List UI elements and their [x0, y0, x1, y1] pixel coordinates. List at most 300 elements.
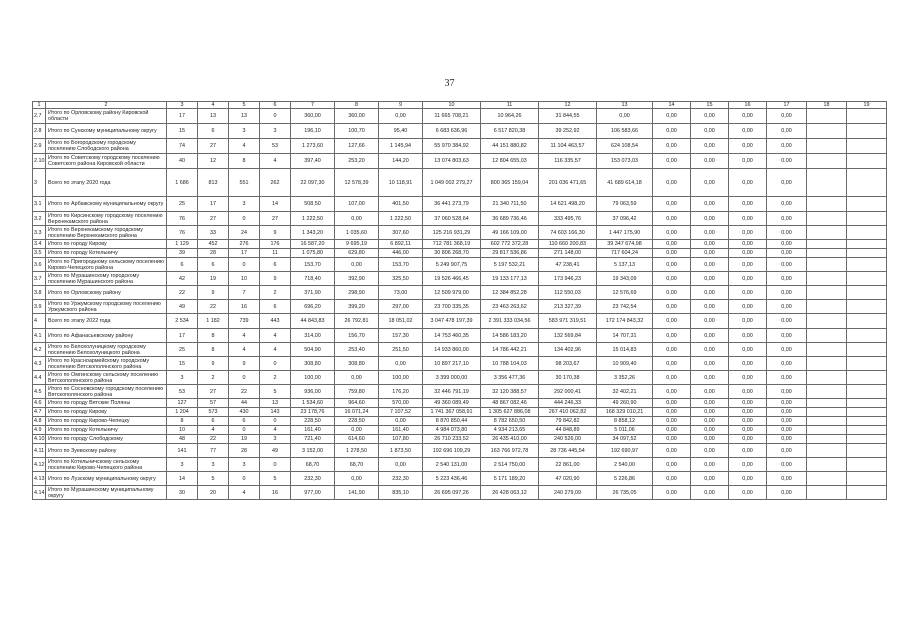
table-cell: 0,00 — [691, 329, 729, 343]
table-cell: 39 — [167, 249, 198, 258]
table-cell: 153 073,03 — [597, 154, 653, 169]
table-cell: 26 735,05 — [597, 486, 653, 500]
table-cell: 168 329 010,21 — [597, 408, 653, 417]
table-cell: 443 — [260, 314, 291, 329]
table-row — [33, 212, 887, 226]
table-cell: 8 870 850,44 — [423, 417, 481, 426]
table-cell: 0,00 — [653, 272, 691, 286]
table-cell: 0,00 — [729, 240, 767, 249]
row-name: Итого по Сунскому муниципальному округу — [46, 124, 167, 139]
table-cell: 23 742,54 — [597, 300, 653, 314]
table-cell: 15 014,83 — [597, 343, 653, 357]
table-cell: 40 — [167, 154, 198, 169]
table-cell: 14 707,31 — [597, 329, 653, 343]
row-index: 4.12 — [33, 458, 46, 472]
table-cell: 0,00 — [653, 371, 691, 385]
table-row — [33, 286, 887, 300]
table-cell: 0,00 — [653, 343, 691, 357]
table-cell: 276 — [229, 240, 260, 249]
table-cell: 717 604,24 — [597, 249, 653, 258]
table-header-row — [33, 102, 887, 109]
table-cell: 49 — [167, 300, 198, 314]
table-cell: 1 035,60 — [335, 226, 379, 240]
table-cell: 0,00 — [653, 240, 691, 249]
column-header: 18 — [807, 102, 847, 109]
row-name: Итого по Котельничскому сельскому поселению Кирово-Чепецкого района — [46, 458, 167, 472]
table-cell: 0,00 — [729, 139, 767, 154]
table-cell: 0,00 — [729, 197, 767, 212]
table-cell: 0,00 — [729, 212, 767, 226]
table-cell: 5 — [260, 385, 291, 399]
table-cell: 3 — [260, 124, 291, 139]
row-name: Итого по Зуевскому району — [46, 444, 167, 458]
table-cell: 696,20 — [291, 300, 335, 314]
table-cell: 98 203,67 — [539, 357, 597, 371]
table-cell: 0,00 — [691, 249, 729, 258]
table-cell: 2 — [260, 286, 291, 300]
table-cell: 14 — [260, 197, 291, 212]
table-cell: 213 327,39 — [539, 300, 597, 314]
row-index: 4.7 — [33, 408, 46, 417]
table-cell: 1 873,50 — [379, 444, 423, 458]
table-cell: 73,00 — [379, 286, 423, 300]
table-cell: 11 — [260, 249, 291, 258]
table-cell: 0,00 — [691, 212, 729, 226]
table-cell: 3 — [198, 458, 229, 472]
column-header: 16 — [729, 102, 767, 109]
table-cell: 13 074 803,63 — [423, 154, 481, 169]
table-cell: 0,00 — [767, 272, 807, 286]
table-cell: 1 534,60 — [291, 399, 335, 408]
table-cell: 9 — [198, 286, 229, 300]
table-cell: 172 174 843,32 — [597, 314, 653, 329]
column-header: 8 — [335, 102, 379, 109]
table-cell: 53 — [167, 385, 198, 399]
empty-cell — [807, 169, 847, 197]
table-cell: 3 047 478 197,39 — [423, 314, 481, 329]
table-cell: 48 867 082,46 — [481, 399, 539, 408]
row-index: 4.14 — [33, 486, 46, 500]
table-cell: 0 — [229, 212, 260, 226]
table-row — [33, 458, 887, 472]
table-cell: 0,00 — [729, 286, 767, 300]
table-cell: 0,00 — [729, 385, 767, 399]
row-name: Итого по городу Кирову — [46, 240, 167, 249]
empty-cell — [807, 286, 847, 300]
table-cell: 0,00 — [691, 258, 729, 272]
empty-cell — [807, 258, 847, 272]
table-cell: 308,80 — [291, 357, 335, 371]
table-cell: 0 — [229, 472, 260, 486]
table-row — [33, 249, 887, 258]
table-cell: 1 741 367 058,91 — [423, 408, 481, 417]
row-name: Итого по Пригородному сельскому поселению Кирово-Чепецкого района — [46, 258, 167, 272]
table-cell: 1 182 — [198, 314, 229, 329]
empty-cell — [847, 458, 887, 472]
table-cell: 13 — [198, 109, 229, 124]
empty-cell — [807, 357, 847, 371]
empty-cell — [807, 139, 847, 154]
table-cell: 800 365 159,04 — [481, 169, 539, 197]
table-cell: 10 897 217,10 — [423, 357, 481, 371]
table-cell: 10 788 104,03 — [481, 357, 539, 371]
table-cell: 47 020,90 — [539, 472, 597, 486]
table-cell: 0,00 — [379, 357, 423, 371]
table-cell: 36 441 273,79 — [423, 197, 481, 212]
empty-cell — [807, 343, 847, 357]
table-cell: 0,00 — [691, 286, 729, 300]
table-cell: 0,00 — [653, 226, 691, 240]
table-row — [33, 139, 887, 154]
table-cell: 0,00 — [653, 444, 691, 458]
table-cell: 0,00 — [653, 197, 691, 212]
table-cell: 23 700 335,35 — [423, 300, 481, 314]
table-cell: 1 204 — [167, 408, 198, 417]
table-cell: 21 340 711,50 — [481, 197, 539, 212]
column-header: 19 — [847, 102, 887, 109]
table-cell: 0,00 — [335, 371, 379, 385]
table-cell: 0,00 — [767, 226, 807, 240]
table-cell: 0,00 — [767, 154, 807, 169]
table-cell: 629,80 — [335, 249, 379, 258]
table-cell: 30 806 268,70 — [423, 249, 481, 258]
table-cell: 0,00 — [767, 426, 807, 435]
table-cell: 0 — [229, 426, 260, 435]
table-cell: 0 — [260, 357, 291, 371]
table-cell: 153,70 — [291, 258, 335, 272]
table-row — [33, 109, 887, 124]
table-cell: 112 550,03 — [539, 286, 597, 300]
empty-cell — [807, 417, 847, 426]
table-cell: 26 792,81 — [335, 314, 379, 329]
table-cell: 5 171 189,20 — [481, 472, 539, 486]
table-cell: 156,70 — [335, 329, 379, 343]
table-cell: 0,00 — [729, 258, 767, 272]
table-cell: 144,20 — [379, 154, 423, 169]
table-cell: 0,00 — [767, 385, 807, 399]
table-cell: 4 — [229, 486, 260, 500]
table-row — [33, 408, 887, 417]
table-cell: 49 166 109,00 — [481, 226, 539, 240]
table-cell: 141,90 — [335, 486, 379, 500]
table-cell: 22 — [229, 385, 260, 399]
table-cell: 153,70 — [379, 258, 423, 272]
table-cell: 3 — [167, 458, 198, 472]
table-cell: 132 569,84 — [539, 329, 597, 343]
table-cell: 0,00 — [653, 357, 691, 371]
table-cell: 10 909,40 — [597, 357, 653, 371]
table-cell: 0,00 — [767, 258, 807, 272]
table-cell: 0,00 — [729, 272, 767, 286]
table-cell: 3 152,00 — [291, 444, 335, 458]
table-cell: 25 — [167, 197, 198, 212]
table-cell: 1 145,94 — [379, 139, 423, 154]
table-row — [33, 300, 887, 314]
table-cell: 107,80 — [379, 435, 423, 444]
row-index: 3.4 — [33, 240, 46, 249]
table-cell: 42 — [167, 272, 198, 286]
table-cell: 371,90 — [291, 286, 335, 300]
empty-cell — [807, 212, 847, 226]
empty-cell — [807, 408, 847, 417]
table-cell: 17 — [167, 329, 198, 343]
table-cell: 53 — [260, 139, 291, 154]
row-name: Итого по Советскому городскому поселению Советского района Кировской области — [46, 154, 167, 169]
table-cell: 9 — [260, 272, 291, 286]
empty-cell — [847, 272, 887, 286]
row-index: 4.6 — [33, 399, 46, 408]
table-cell: 36 689 736,46 — [481, 212, 539, 226]
table-cell: 12 578,39 — [335, 169, 379, 197]
table-cell: 19 343,09 — [597, 272, 653, 286]
table-cell: 27 — [198, 212, 229, 226]
column-header: 9 — [379, 102, 423, 109]
table-cell: 100,00 — [379, 371, 423, 385]
table-cell: 0,00 — [691, 385, 729, 399]
table-cell: 0,00 — [653, 300, 691, 314]
table-cell: 0,00 — [653, 435, 691, 444]
table-cell: 0,00 — [653, 417, 691, 426]
table-cell: 11 665 708,21 — [423, 109, 481, 124]
table-cell: 39 347 674,98 — [597, 240, 653, 249]
table-row — [33, 357, 887, 371]
table-row — [33, 226, 887, 240]
table-cell: 4 — [260, 154, 291, 169]
column-header: 14 — [653, 102, 691, 109]
empty-cell — [847, 197, 887, 212]
table-cell: 28 736 445,54 — [539, 444, 597, 458]
table-cell: 32 402,21 — [597, 385, 653, 399]
row-index: 3.1 — [33, 197, 46, 212]
row-name: Итого по Верхнекамскому городскому поселению Верхнекамского района — [46, 226, 167, 240]
table-cell: 0,00 — [767, 124, 807, 139]
table-cell: 6 683 636,96 — [423, 124, 481, 139]
table-cell: 721,40 — [291, 435, 335, 444]
table-cell: 0,00 — [729, 472, 767, 486]
table-row — [33, 444, 887, 458]
table-row — [33, 329, 887, 343]
empty-cell — [847, 343, 887, 357]
empty-cell — [807, 272, 847, 286]
table-cell: 0,00 — [729, 426, 767, 435]
table-cell: 0,00 — [335, 212, 379, 226]
table-cell: 0,00 — [379, 458, 423, 472]
row-index: 2.10 — [33, 154, 46, 169]
empty-cell — [847, 385, 887, 399]
table-cell: 100,00 — [291, 371, 335, 385]
table-cell: 116 335,57 — [539, 154, 597, 169]
table-cell: 2 540 131,00 — [423, 458, 481, 472]
table-cell: 0,00 — [691, 109, 729, 124]
table-cell: 79 842,82 — [539, 417, 597, 426]
table-cell: 9 — [260, 226, 291, 240]
table-cell: 0,00 — [729, 408, 767, 417]
empty-cell — [807, 226, 847, 240]
table-cell: 0,00 — [767, 458, 807, 472]
table-cell: 0,00 — [335, 472, 379, 486]
table-cell: 6 — [198, 258, 229, 272]
empty-cell — [847, 169, 887, 197]
table-cell: 602 772 372,28 — [481, 240, 539, 249]
table-cell: 0,00 — [767, 472, 807, 486]
table-cell: 8 — [198, 329, 229, 343]
table-cell: 0,00 — [767, 300, 807, 314]
table-cell: 0,00 — [691, 169, 729, 197]
table-cell: 30 — [167, 486, 198, 500]
table-cell: 5 137,13 — [597, 258, 653, 272]
table-cell: 0,00 — [691, 139, 729, 154]
empty-cell — [847, 417, 887, 426]
empty-cell — [847, 408, 887, 417]
table-cell: 22 861,00 — [539, 458, 597, 472]
table-cell: 17 — [198, 197, 229, 212]
table-cell: 232,30 — [291, 472, 335, 486]
table-cell: 7 107,52 — [379, 408, 423, 417]
table-cell: 32 446 791,19 — [423, 385, 481, 399]
table-cell: 504,90 — [291, 343, 335, 357]
table-cell: 11 104 463,57 — [539, 139, 597, 154]
row-index: 2.8 — [33, 124, 46, 139]
table-cell: 0,00 — [691, 272, 729, 286]
empty-cell — [807, 435, 847, 444]
table-cell: 68,70 — [335, 458, 379, 472]
table-cell: 192 696 109,29 — [423, 444, 481, 458]
table-cell: 10 964,26 — [481, 109, 539, 124]
table-cell: 0,00 — [729, 154, 767, 169]
table-cell: 32 120 388,57 — [481, 385, 539, 399]
table-cell: 267 410 062,82 — [539, 408, 597, 417]
table-row — [33, 258, 887, 272]
table-cell: 26 710 233,52 — [423, 435, 481, 444]
table-cell: 0,00 — [691, 300, 729, 314]
table-cell: 10 — [167, 426, 198, 435]
table-cell: 0,00 — [691, 417, 729, 426]
table-cell: 161,40 — [291, 426, 335, 435]
table-cell: 228,50 — [335, 417, 379, 426]
table-cell: 31 844,55 — [539, 109, 597, 124]
table-row — [33, 272, 887, 286]
table-cell: 0,00 — [379, 109, 423, 124]
column-header: 17 — [767, 102, 807, 109]
table-cell: 0,00 — [653, 314, 691, 329]
table-cell: 271 148,00 — [539, 249, 597, 258]
table-cell: 0,00 — [691, 154, 729, 169]
empty-cell — [847, 139, 887, 154]
table-cell: 18 051,02 — [379, 314, 423, 329]
table-cell: 3 — [260, 435, 291, 444]
row-name: Итого по Орловскому району — [46, 286, 167, 300]
table-cell: 2 540,00 — [597, 458, 653, 472]
table-cell: 573 — [198, 408, 229, 417]
table-cell: 0,00 — [653, 124, 691, 139]
table-cell: 1 305 627 886,08 — [481, 408, 539, 417]
table-cell: 5 249 907,75 — [423, 258, 481, 272]
table-cell: 0,00 — [767, 197, 807, 212]
table-cell: 106 583,66 — [597, 124, 653, 139]
row-index: 3.3 — [33, 226, 46, 240]
empty-cell — [807, 399, 847, 408]
row-index: 4.2 — [33, 343, 46, 357]
table-cell: 14 753 460,35 — [423, 329, 481, 343]
table-cell: 314,00 — [291, 329, 335, 343]
table-cell: 0,00 — [767, 371, 807, 385]
table-cell: 240 279,09 — [539, 486, 597, 500]
table-cell: 0,00 — [653, 472, 691, 486]
table-cell: 12 509 979,00 — [423, 286, 481, 300]
empty-cell — [847, 249, 887, 258]
table-cell: 1 278,50 — [335, 444, 379, 458]
row-name: Итого по Арбажскому муниципальному округу — [46, 197, 167, 212]
table-cell: 16 — [229, 300, 260, 314]
table-cell: 0,00 — [691, 314, 729, 329]
table-cell: 28 — [229, 444, 260, 458]
table-cell: 6 — [229, 417, 260, 426]
table-row — [33, 197, 887, 212]
table-cell: 0,00 — [691, 197, 729, 212]
table-cell: 1 686 — [167, 169, 198, 197]
table-row — [33, 399, 887, 408]
table-cell: 0,00 — [691, 357, 729, 371]
table-cell: 0,00 — [691, 408, 729, 417]
table-cell: 4 — [229, 343, 260, 357]
table-cell: 397,40 — [291, 154, 335, 169]
empty-cell — [847, 240, 887, 249]
table-cell: 79 063,59 — [597, 197, 653, 212]
empty-cell — [807, 472, 847, 486]
row-name: Итого по Афанасьевскому району — [46, 329, 167, 343]
table-cell: 0,00 — [767, 357, 807, 371]
table-cell: 936,00 — [291, 385, 335, 399]
table-cell: 292 000,41 — [539, 385, 597, 399]
empty-cell — [807, 329, 847, 343]
table-row — [33, 154, 887, 169]
table-row — [33, 343, 887, 357]
table-cell: 157,30 — [379, 329, 423, 343]
empty-cell — [847, 426, 887, 435]
table-row — [33, 124, 887, 139]
table-cell: 9 — [229, 357, 260, 371]
table-cell: 201 036 471,65 — [539, 169, 597, 197]
table-cell: 1 129 — [167, 240, 198, 249]
table-cell: 0,00 — [653, 258, 691, 272]
row-index: 3.5 — [33, 249, 46, 258]
empty-cell — [807, 300, 847, 314]
empty-cell — [847, 300, 887, 314]
table-cell: 0,00 — [729, 329, 767, 343]
row-index: 4.4 — [33, 371, 46, 385]
table-cell: 44 — [229, 399, 260, 408]
row-name: Итого по Омгинскому сельскому поселению Вятскополянского района — [46, 371, 167, 385]
table-cell: 0,00 — [729, 124, 767, 139]
table-cell: 308,80 — [335, 357, 379, 371]
column-header: 4 — [198, 102, 229, 109]
table-cell: 0,00 — [653, 109, 691, 124]
row-index: 3.6 — [33, 258, 46, 272]
table-cell: 4 — [260, 426, 291, 435]
empty-cell — [807, 197, 847, 212]
table-cell: 0,00 — [729, 357, 767, 371]
table-cell: 360,00 — [335, 109, 379, 124]
table-cell: 44 843,83 — [291, 314, 335, 329]
table-cell: 0,00 — [729, 444, 767, 458]
column-header: 2 — [46, 102, 167, 109]
column-header: 13 — [597, 102, 653, 109]
row-index: 3.9 — [33, 300, 46, 314]
empty-cell — [847, 486, 887, 500]
table-cell: 13 — [229, 109, 260, 124]
table-cell: 127 — [167, 399, 198, 408]
table-cell: 0,00 — [691, 240, 729, 249]
